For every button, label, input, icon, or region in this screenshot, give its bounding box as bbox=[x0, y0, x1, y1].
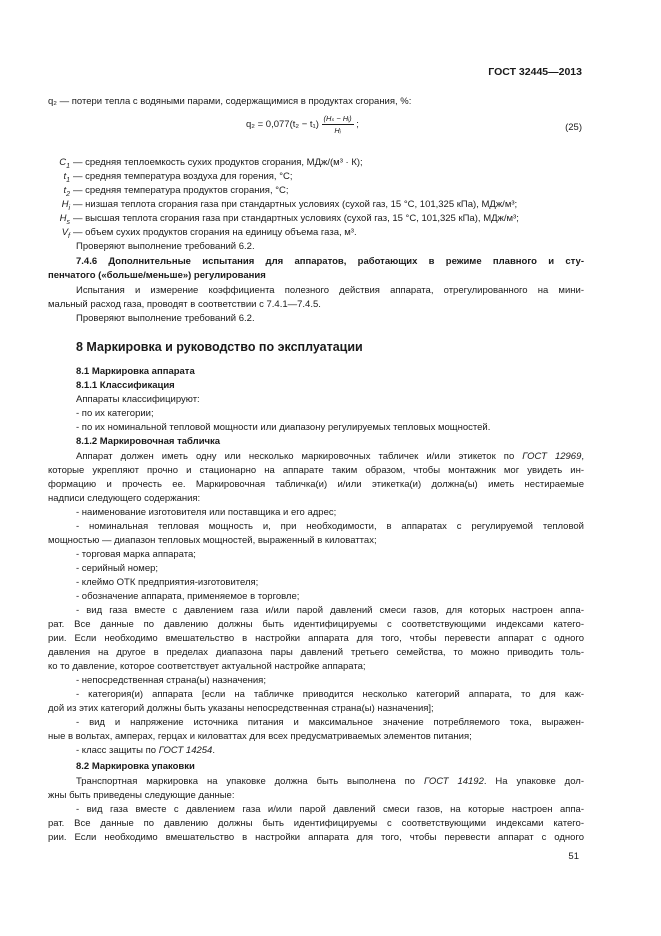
section-746-title: 7.4.6 Дополнительные испытания для аппаратов, работающих в режиме плавного и сту- bbox=[76, 256, 584, 267]
list-item: - наименование изготовителя или поставщика и его адрес; bbox=[76, 507, 337, 518]
formula-fraction bbox=[322, 114, 354, 135]
document-header: ГОСТ 32445—2013 bbox=[488, 66, 582, 78]
list-item-cont: ко то давление, которое соответствует актуальной настройке аппарата; bbox=[48, 661, 366, 672]
section-82-title: 8.2 Маркировка упаковки bbox=[76, 761, 195, 772]
formula-lhs: q₂ = 0,077(t₂ − t₁) bbox=[246, 119, 319, 131]
definition-t1: $t_1$ — средняя температура воздуха для горения, °С; bbox=[63, 171, 293, 184]
formula-denominator: Hᵢ bbox=[334, 126, 341, 135]
classification-intro: Аппараты классифицируют: bbox=[76, 394, 200, 405]
label-paragraph: Аппарат должен иметь одну или несколько маркировочных табличек и/или этикеток по ГОСТ 12969, bbox=[76, 451, 584, 462]
definition-hs: $H_s$ — высшая теплота сгорания газа при стандартных условиях (сухой газ, 15 °С, 101,325 кПа), МДж/м³; bbox=[59, 213, 519, 226]
packaging-paragraph: Транспортная маркировка на упаковке должна быть выполнена по ГОСТ 14192. На упаковке дол- bbox=[76, 776, 584, 787]
label-paragraph-cont: надписи следующего содержания: bbox=[48, 493, 201, 504]
list-item: - вид и напряжение источника питания и максимальное значение потребляемого тока, выражен- bbox=[76, 717, 584, 728]
list-item: - торговая марка аппарата; bbox=[76, 549, 196, 560]
formula-tail: ; bbox=[356, 119, 359, 131]
label-paragraph-cont: формацию и прочесть ее. Маркировочная табличка(и) и/или этикетка(и) должна(ы) иметь нестираемые bbox=[48, 479, 584, 490]
list-item-cont: ные в вольтах, амперах, герцах и киловаттах для всех предусматриваемых элементов питания; bbox=[48, 731, 472, 742]
list-item: - по их номинальной тепловой мощности или диапазону регулируемых тепловых мощностей. bbox=[76, 422, 491, 433]
packaging-paragraph-cont: жны быть приведены следующие данные: bbox=[48, 790, 235, 801]
standard-reference: ГОСТ 14192 bbox=[423, 776, 484, 787]
formula-numerator: (Hₛ − Hᵢ) bbox=[323, 114, 352, 123]
list-item-cont: рат. Все данные по давлению должны быть идентифицируемы с соответствующими индексами катего- bbox=[48, 619, 584, 630]
list-item-cont: рии. Если необходимо вмешательство в настройки аппарата для того, чтобы перевести аппарат с одного bbox=[48, 832, 584, 843]
section-746-paragraph-cont: мальный расход газа, проводят в соответствии с 7.4.1—7.4.5. bbox=[48, 299, 321, 310]
page-number: 51 bbox=[568, 851, 579, 862]
list-item: - обозначение аппарата, применяемое в торговле; bbox=[76, 591, 300, 602]
list-item-cont: рии. Если необходимо вмешательство в настройки аппарата для того, чтобы перевести аппарат с одного bbox=[48, 633, 584, 644]
standard-reference: ГОСТ 14254 bbox=[158, 745, 213, 756]
list-item: - вид газа вместе с давлением газа и/или парой давлений смеси газов, на которые настроен аппа- bbox=[76, 804, 584, 815]
section-746-paragraph: Испытания и измерение коэффициента полезного действия аппарата, отрегулированного на мини- bbox=[76, 285, 584, 296]
list-item: - номинальная тепловая мощность и, при необходимости, в аппаратах с регулируемой тепловой bbox=[76, 521, 584, 532]
check-requirements-62-b: Проверяют выполнение требований 6.2. bbox=[76, 313, 255, 324]
list-item-cont: рат. Все данные по давлению должны быть идентифицируемы с соответствующими индексами катего- bbox=[48, 818, 584, 829]
check-requirements-62: Проверяют выполнение требований 6.2. bbox=[76, 241, 255, 252]
section-8-title: 8 Маркировка и руководство по эксплуатации bbox=[76, 340, 363, 354]
list-item: - непосредственная страна(ы) назначения; bbox=[76, 675, 266, 686]
definition-vf: $V_f$ — объем сухих продуктов сгорания на единицу объема газа, м³. bbox=[61, 227, 357, 240]
label-paragraph-cont: которые укрепляют прочно и стационарно на аппарате таким образом, чтобы монтажник мог увидеть ин- bbox=[48, 465, 584, 476]
list-item: - вид газа вместе с давлением газа и/или парой давлений смеси газов, для которых настроен аппа- bbox=[76, 605, 584, 616]
list-item-cont: дой из этих категорий должны быть указаны непосредственная страна(ы) назначения]; bbox=[48, 703, 434, 714]
definition-t2: $t_2$ — средняя температура продуктов сгорания, °С; bbox=[63, 185, 289, 198]
definition-hi: $H_i$ — низшая теплота сгорания газа при стандартных условиях (сухой газ, 15 °С, 101,325 кПа), МДж/м³; bbox=[61, 199, 518, 212]
list-item: - по их категории; bbox=[76, 408, 154, 419]
list-item: - категория(и) аппарата [если на табличке приводится несколько категорий аппарата, то для каж- bbox=[76, 689, 584, 700]
definition-c1: $C_1$ — средняя теплоемкость сухих продуктов сгорания, МДж/(м³ · К); bbox=[59, 157, 363, 170]
section-746-title-cont: пенчатого («больше/меньше») регулирования bbox=[48, 270, 266, 281]
list-item: - серийный номер; bbox=[76, 563, 159, 574]
q2-intro: q₂ — потери тепла с водяными парами, содержащимися в продуктах сгорания, %: bbox=[48, 96, 412, 107]
section-812-title: 8.1.2 Маркировочная табличка bbox=[76, 436, 221, 447]
list-item: - клеймо ОТК предприятия-изготовителя; bbox=[76, 577, 259, 588]
section-811-title: 8.1.1 Классификация bbox=[76, 380, 175, 391]
list-item-cont: мощностью — диапазон тепловых мощностей, выраженный в киловаттах; bbox=[48, 535, 377, 546]
list-item-cont: давления на другое в пределах диапазона пары давлений третьего семейства, то можно приводить толь- bbox=[48, 647, 584, 658]
list-item: - класс защиты по ГОСТ 14254. bbox=[76, 745, 215, 756]
section-81-title: 8.1 Маркировка аппарата bbox=[76, 366, 195, 377]
equation-number: (25) bbox=[565, 122, 582, 133]
standard-reference: ГОСТ 12969 bbox=[522, 451, 582, 462]
formula-25 bbox=[246, 114, 359, 135]
